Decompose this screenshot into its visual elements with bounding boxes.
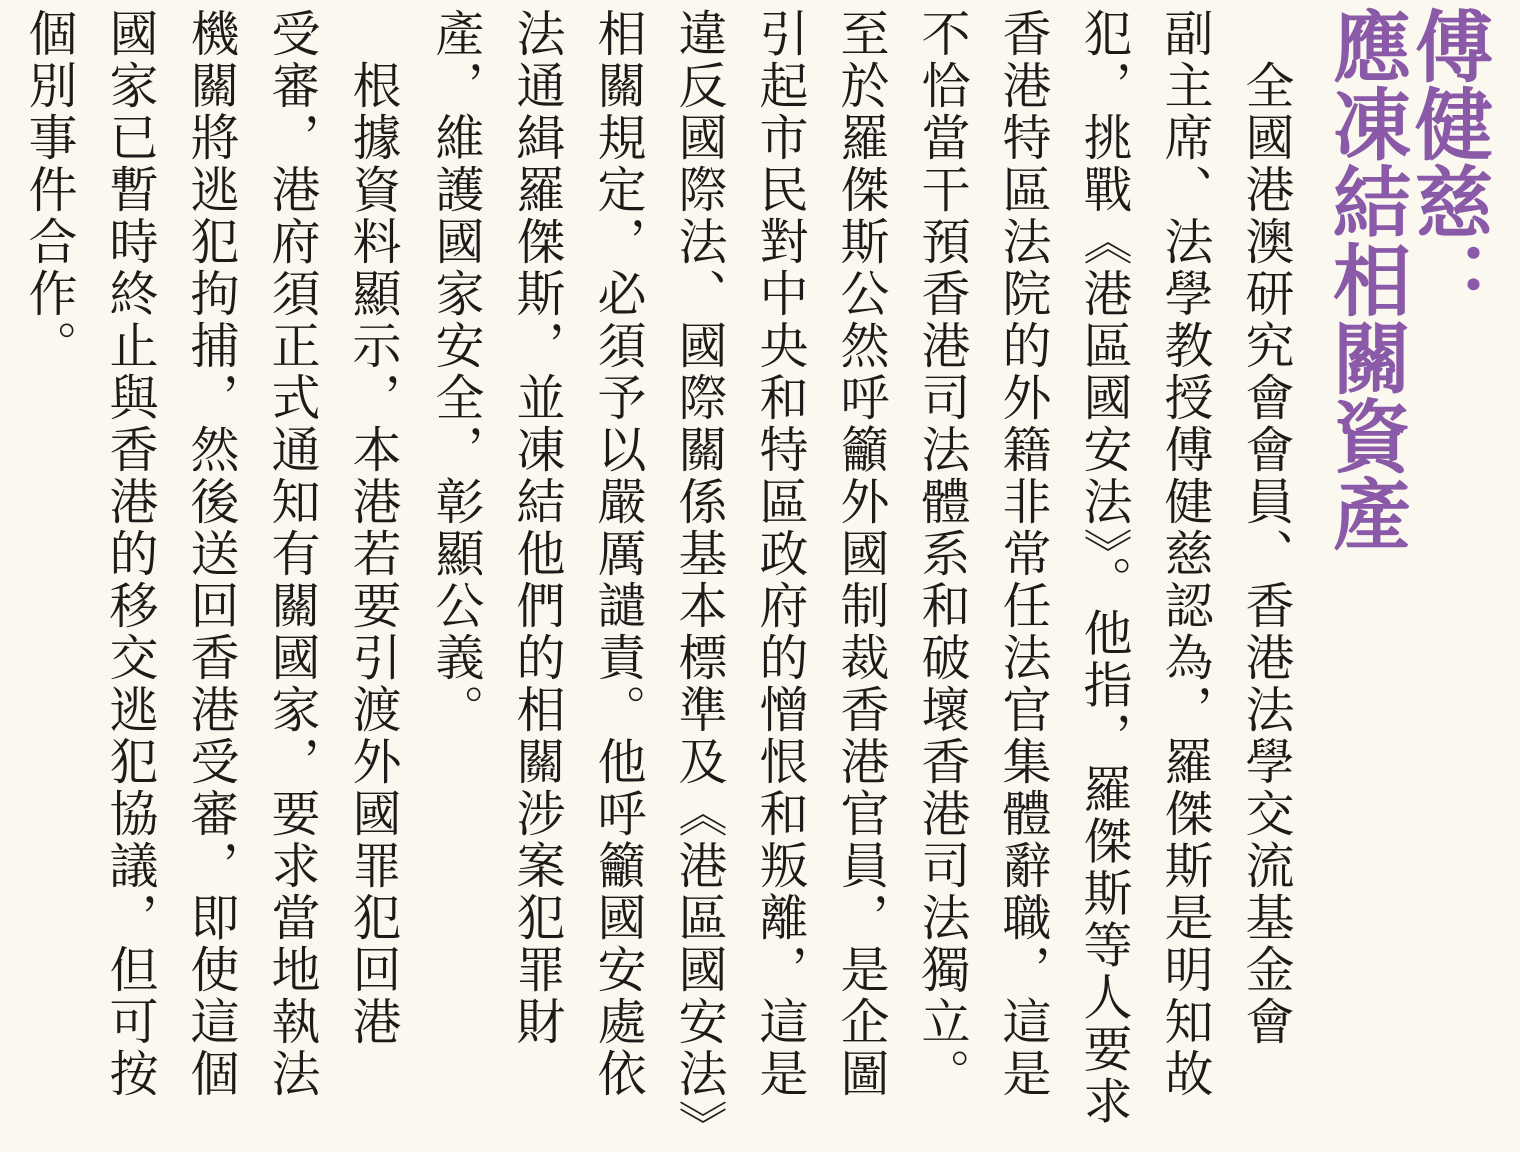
- body-column-12: 根據資料顯示，本港若要引渡外國罪犯回港: [345, 8, 402, 1048]
- body-column-4: 香港特區法院的外籍非常任法官集體辭職，這是: [995, 8, 1052, 1100]
- headline-line-1: 傅健慈：: [1402, 6, 1492, 318]
- body-column-14: 機關將逃犯拘捕，然後送回香港受審，即使這個: [183, 8, 240, 1100]
- body-column-16: 個別事件合作。: [21, 8, 78, 372]
- body-column-6: 至於羅傑斯公然呼籲外國制裁香港官員，是企圖: [833, 8, 890, 1100]
- body-column-11: 產，維護國家安全，彰顯公義。: [428, 8, 485, 736]
- body-column-5: 不恰當干預香港司法體系和破壞香港司法獨立。: [914, 8, 971, 1100]
- body-column-13: 受審，港府須正式通知有關國家，要求當地執法: [264, 8, 321, 1100]
- body-column-8: 違反國際法、國際關係基本標準及《港區國安法》: [671, 8, 728, 1152]
- headline-line-2: 應凍結相關資產: [1320, 6, 1410, 552]
- body-column-15: 國家已暫時終止與香港的移交逃犯協議，但可按: [102, 8, 159, 1100]
- body-column-3: 犯，挑戰《港區國安法》。他指，羅傑斯等人要求: [1076, 8, 1133, 1128]
- body-column-10: 法通緝羅傑斯，並凍結他們的相關涉案犯罪財: [509, 8, 566, 1048]
- body-column-7: 引起市民對中央和特區政府的憎恨和叛離，這是: [752, 8, 809, 1100]
- body-column-2: 副主席、法學教授傅健慈認為，羅傑斯是明知故: [1157, 8, 1214, 1100]
- body-column-1: 全國港澳研究會會員、香港法學交流基金會: [1238, 8, 1295, 1048]
- body-column-9: 相關規定，必須予以嚴厲譴責。他呼籲國安處依: [590, 8, 647, 1100]
